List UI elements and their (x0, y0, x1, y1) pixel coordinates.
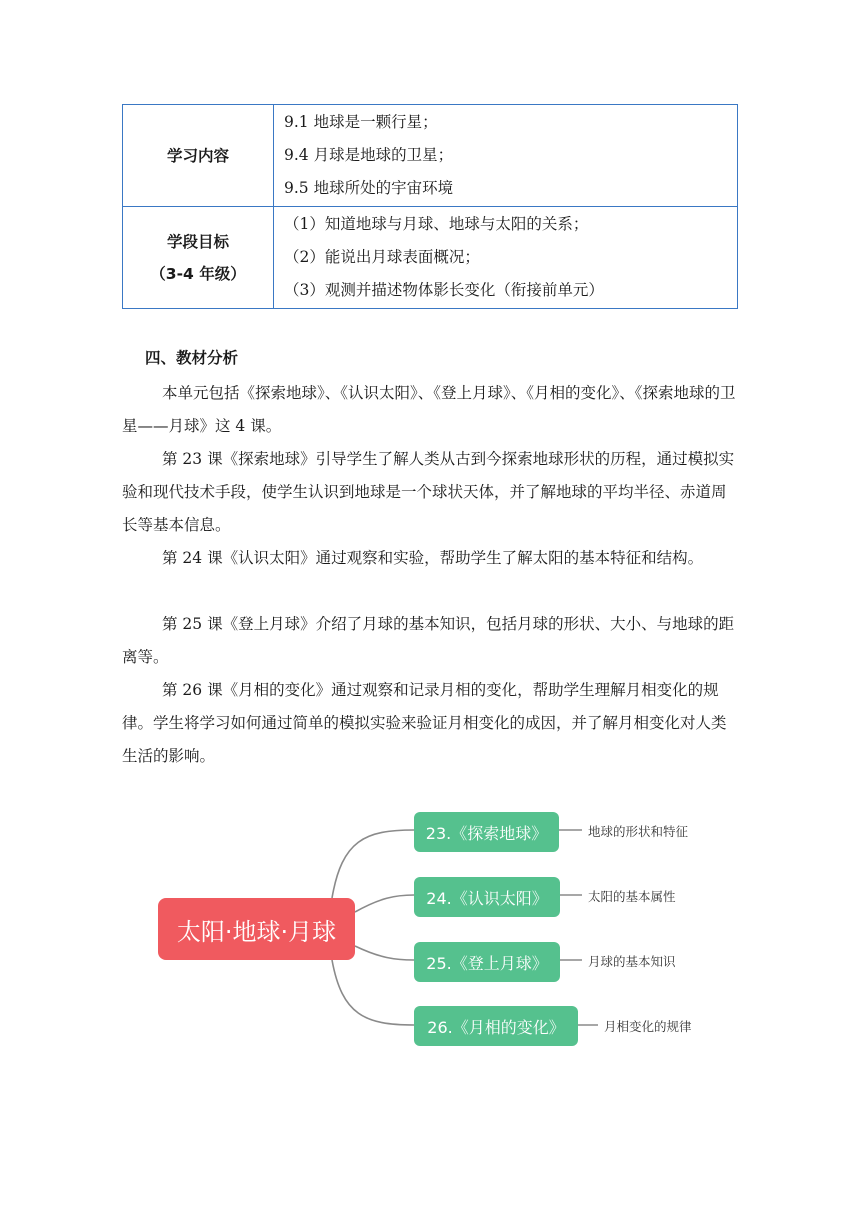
row-label-cell (123, 105, 274, 207)
connector-line (355, 946, 414, 960)
lesson-node-26: 26.《月相的变化》 (414, 1006, 578, 1046)
curriculum-table (122, 104, 738, 308)
lesson-node-24: 24.《认识太阳》 (414, 877, 560, 917)
lesson-desc-26: 月相变化的规律 (604, 1019, 692, 1034)
lesson-desc-25: 月球的基本知识 (588, 954, 676, 969)
row-label: 学段目标 (166, 232, 229, 251)
paragraph-lesson-24: 第 24 课《认识太阳》通过观察和实验，帮助学生了解太阳的基本特征和结构。 (162, 549, 704, 567)
paragraph-intro: 本单元包括《探索地球》、《认识太阳》、《登上月球》、《月相的变化》、《探索地球的卫星——月球》这 4 课。 (122, 384, 736, 435)
content-line: 9.1 地球是一颗行星； (284, 113, 438, 131)
section-heading: 四、教材分析 (145, 349, 239, 367)
content-line: 9.4 月球是地球的卫星； (284, 146, 454, 164)
row-content-cell (274, 207, 738, 309)
mind-map (150, 800, 710, 1060)
lesson-desc-23: 地球的形状和特征 (588, 824, 689, 839)
content-line: （3）观测并描述物体影长变化（衔接前单元） (284, 281, 604, 299)
row-label-grade: （3-4 年级） (150, 264, 246, 283)
mind-map-center-node: 太阳·地球·月球 (158, 898, 355, 960)
row-content-cell (274, 105, 738, 207)
connector-line (332, 830, 414, 898)
lesson-desc-24: 太阳的基本属性 (588, 889, 676, 904)
table-row (123, 207, 738, 309)
paragraph-lesson-26: 第 26 课《月相的变化》通过观察和记录月相的变化，帮助学生理解月相变化的规律。学生将学习如何通过简单的模拟实验来验证月相变化的成因，并了解月相变化对人类生活的影响。 (122, 681, 727, 765)
row-label-cell (123, 207, 274, 309)
connector-line (355, 895, 414, 912)
lesson-node-25: 25.《登上月球》 (414, 942, 560, 982)
paragraph-lesson-25: 第 25 课《登上月球》介绍了月球的基本知识，包括月球的形状、大小、与地球的距离等。 (122, 615, 735, 666)
content-line: 9.5 地球所处的宇宙环境 (284, 179, 454, 197)
content-line: （2）能说出月球表面概况； (284, 248, 480, 266)
lesson-node-23: 23.《探索地球》 (414, 812, 559, 852)
content-line: （1）知道地球与月球、地球与太阳的关系； (284, 215, 589, 233)
connector-line (332, 960, 414, 1025)
row-label: 学习内容 (166, 146, 229, 165)
paragraph-lesson-23: 第 23 课《探索地球》引导学生了解人类从古到今探索地球形状的历程，通过模拟实验和现代技术手段，使学生认识到地球是一个球状天体，并了解地球的平均半径、赤道周长等基本信息。 (122, 450, 735, 534)
table-row (123, 105, 738, 207)
